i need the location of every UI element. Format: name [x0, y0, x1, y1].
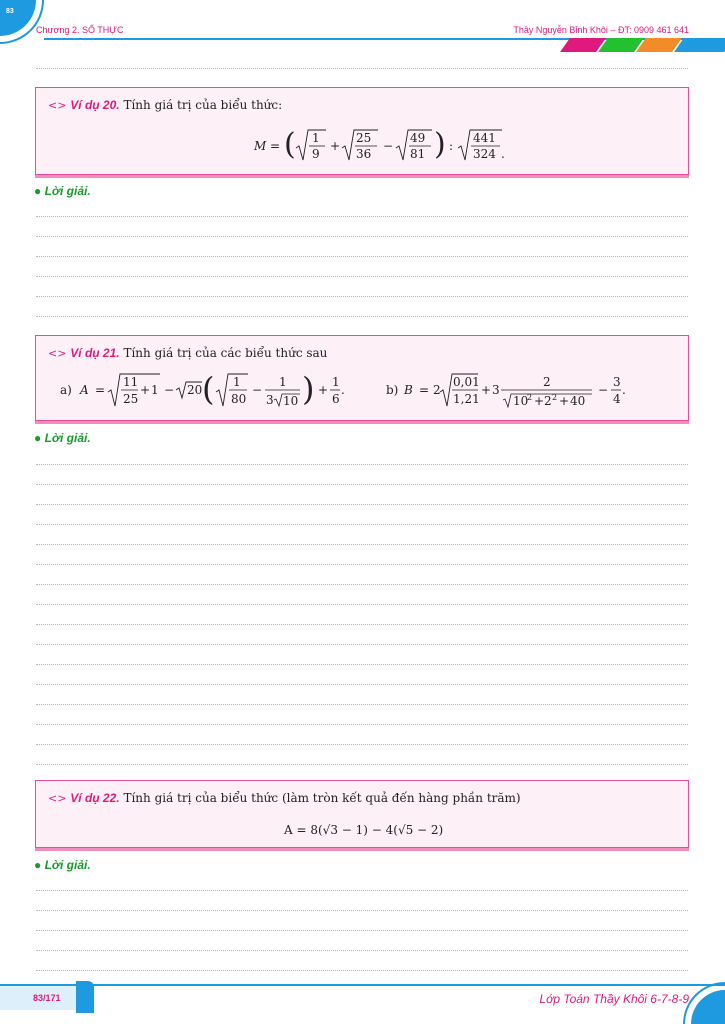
page-counter: 83/171 [33, 993, 61, 1003]
answer-line [36, 484, 688, 485]
example-title [48, 791, 521, 805]
svg-text:−: − [598, 383, 609, 397]
footer-flag [76, 981, 94, 1013]
svg-text:10: 10 [513, 394, 529, 408]
answer-line [36, 504, 688, 505]
svg-text:1: 1 [279, 375, 287, 389]
answer-line [36, 316, 688, 317]
answer-line [36, 704, 688, 705]
expression-a-b [60, 370, 660, 414]
answer-line [36, 564, 688, 565]
svg-text:3: 3 [492, 383, 500, 397]
svg-text:B: B [404, 383, 413, 397]
answer-line [36, 970, 688, 971]
svg-text:.: . [501, 147, 505, 161]
svg-text:+: + [318, 383, 329, 397]
svg-text:2: 2 [527, 393, 533, 402]
svg-text:6: 6 [332, 392, 340, 406]
answer-line [36, 584, 688, 585]
answer-line [36, 216, 688, 217]
svg-text:−: − [383, 139, 394, 153]
svg-text:80: 80 [231, 392, 247, 406]
var-m: M [254, 139, 267, 153]
svg-text:25: 25 [123, 392, 139, 406]
svg-text:1: 1 [151, 383, 159, 397]
example-box-22 [35, 780, 689, 848]
answer-line [36, 724, 688, 725]
svg-text:20: 20 [187, 383, 203, 397]
frac-num: 49 [410, 131, 426, 145]
svg-text:=: = [95, 383, 106, 397]
answer-line [36, 256, 688, 257]
answer-line [36, 524, 688, 525]
svg-text:(: ( [284, 127, 296, 162]
svg-text:.: . [341, 383, 345, 397]
svg-text:1: 1 [233, 375, 241, 389]
footer-rule [0, 984, 725, 986]
answer-line [36, 68, 688, 69]
answer-line [36, 664, 688, 665]
frac-den: 81 [410, 147, 426, 161]
example-title [48, 346, 327, 360]
speech-bubble-icon: ● [34, 858, 42, 872]
svg-text:=: = [419, 383, 430, 397]
svg-text:2: 2 [543, 375, 551, 389]
svg-text:4: 4 [613, 392, 621, 406]
answer-line [36, 276, 688, 277]
example-box-20 [35, 87, 689, 175]
teacher-contact: Thầy Nguyễn Bỉnh Khôi – ĐT: 0909 461 641 [513, 25, 689, 35]
example-prompt: Tính giá trị của biểu thức: [123, 98, 283, 112]
svg-text:0,01: 0,01 [453, 375, 480, 389]
frac-den: 36 [356, 147, 372, 161]
frac-den: 9 [312, 147, 320, 161]
svg-text:2: 2 [433, 383, 441, 397]
svg-text:1: 1 [332, 375, 340, 389]
frac-num: 25 [356, 131, 372, 145]
svg-text:10: 10 [283, 394, 299, 408]
svg-text::: : [449, 139, 454, 153]
stripe-blue [674, 38, 725, 52]
svg-text:2: 2 [544, 394, 552, 408]
svg-text:a): a) [60, 383, 72, 397]
example-prompt: Tính giá trị của các biểu thức sau [123, 346, 328, 360]
example-label: Ví dụ 20. [70, 98, 120, 112]
answer-line [36, 464, 688, 465]
answer-line [36, 624, 688, 625]
svg-text:+: + [559, 394, 570, 408]
svg-text:(: ( [202, 370, 215, 408]
expression-m [246, 126, 506, 166]
svg-text:3: 3 [613, 375, 621, 389]
answer-line [36, 604, 688, 605]
answer-line [36, 910, 688, 911]
answer-line [36, 236, 688, 237]
svg-text:A: A [80, 383, 89, 397]
svg-text:): ) [302, 370, 315, 408]
answer-line [36, 890, 688, 891]
header-stripes [557, 38, 725, 52]
svg-text:+: + [481, 383, 492, 397]
answer-line [36, 744, 688, 745]
diamond-arrows-icon: <> [48, 99, 67, 112]
svg-text:−: − [252, 383, 263, 397]
svg-text:−: − [164, 383, 175, 397]
frac-num: 1 [312, 131, 320, 145]
example-label: Ví dụ 22. [70, 791, 120, 805]
example-title [48, 98, 282, 112]
diamond-arrows-icon: <> [48, 792, 67, 805]
speech-bubble-icon: ● [34, 431, 42, 445]
svg-text:3: 3 [266, 393, 274, 407]
answer-line [36, 684, 688, 685]
svg-text:11: 11 [123, 375, 139, 389]
svg-text:+: + [330, 139, 341, 153]
diamond-arrows-icon: <> [48, 347, 67, 360]
answer-line [36, 930, 688, 931]
answer-line [36, 764, 688, 765]
example-box-21 [35, 335, 689, 421]
solution-label: ● Lời giải. [34, 184, 91, 198]
svg-text:2: 2 [552, 393, 558, 402]
example-label: Ví dụ 21. [70, 346, 120, 360]
frac-num: 441 [473, 131, 496, 145]
svg-text:): ) [434, 127, 446, 162]
svg-text:+: + [534, 394, 545, 408]
brand-name: Lớp Toán Thầy Khôi 6-7-8-9 [539, 992, 689, 1006]
answer-line [36, 544, 688, 545]
frac-den: 324 [473, 147, 496, 161]
svg-text:1,21: 1,21 [453, 392, 480, 406]
svg-text:=: = [270, 139, 281, 153]
page-number-top: 83 [6, 8, 14, 15]
speech-bubble-icon: ● [34, 184, 42, 198]
example-prompt: Tính giá trị của biểu thức (làm tròn kết quả đến hàng phần trăm) [123, 791, 521, 805]
svg-text:40: 40 [570, 394, 586, 408]
answer-line [36, 644, 688, 645]
answer-line [36, 950, 688, 951]
solution-label: ● Lời giải. [34, 431, 91, 445]
svg-text:b): b) [386, 383, 399, 397]
chapter-title: Chương 2. SỐ THỰC [36, 25, 124, 35]
solution-label: ● Lời giải. [34, 858, 91, 872]
expression-a: A = 8(√3 − 1) − 4(√5 − 2) [284, 823, 444, 837]
svg-text:.: . [622, 383, 626, 397]
svg-text:+: + [140, 383, 151, 397]
answer-line [36, 296, 688, 297]
